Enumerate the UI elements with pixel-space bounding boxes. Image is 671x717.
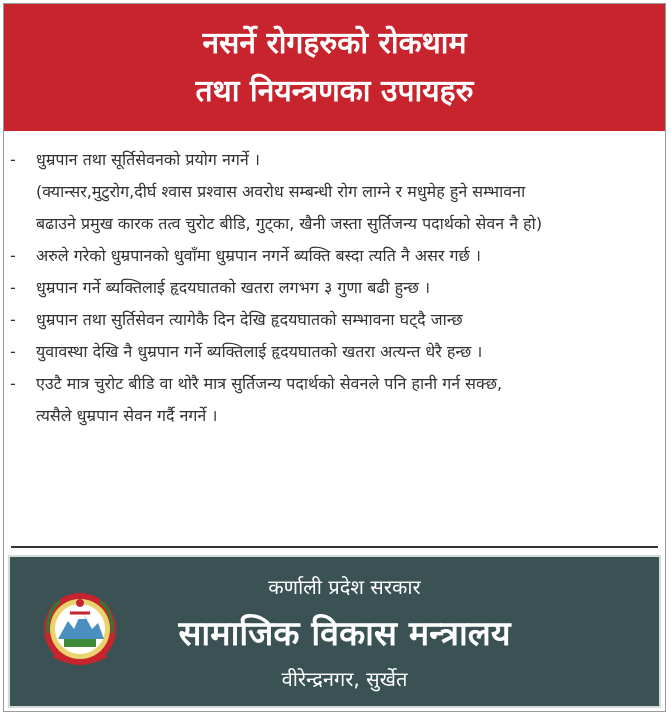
list-item-text: धुम्रपान तथा सूर्तिसेवनको प्रयोग नगर्ने । xyxy=(36,150,260,169)
list-item-continuation: (क्यान्सर,मुटुरोग,दीर्घ श्वास प्रश्वास अवरोध सम्बन्धी रोग लाग्ने र मधुमेह हुने सम्भावना xyxy=(36,182,526,201)
list-item xyxy=(10,240,662,272)
list-item xyxy=(10,272,662,304)
list-item-text: अरुले गरेको धुम्रपानको धुवाँमा धुम्रपान नगर्ने ब्यक्ति बस्दा त्यति नै असर गर्छ । xyxy=(36,246,481,265)
bullet-dash: - xyxy=(10,374,16,393)
ministry-footer xyxy=(8,555,661,708)
list-item-text: एउटै मात्र चुरोट बीडि वा थोरै मात्र सुर्तिजन्य पदार्थको सेवनले पनि हानी गर्न सक्छ, xyxy=(36,374,503,393)
list-item-text: युवावस्था देखि नै धुम्रपान गर्ने ब्यक्तिलाई हृदयघातको खतरा अत्यन्त धेरै हन्छ । xyxy=(36,342,483,361)
list-item-continuation: बढाउने प्रमुख कारक तत्व चुरोट बीडि, गुट्का, खैनी जस्ता सुर्तिजन्य पदार्थको सेवन नै हो) xyxy=(36,214,543,233)
bullet-dash: - xyxy=(10,310,16,329)
list-item xyxy=(10,336,662,368)
list-item xyxy=(10,304,662,336)
list-item-text: धुम्रपान तथा सुर्तिसेवन त्यागेकै दिन देखि हृदयघातको सम्भावना घट्दै जान्छ xyxy=(36,310,463,329)
title-banner xyxy=(4,4,665,131)
bullet-dash: - xyxy=(10,246,16,265)
list-item xyxy=(10,144,662,176)
government-name: कर्णाली प्रदेश सरकार xyxy=(268,575,421,599)
location-text: वीरेन्द्रनगर, सुर्खेत xyxy=(281,667,408,691)
bullet-dash: - xyxy=(10,278,16,297)
bullet-dash: - xyxy=(10,150,16,169)
title-line-1: नसर्ने रोगहरुको रोकथाम xyxy=(202,25,467,61)
list-item-continuation: त्यसैले धुम्रपान सेवन गर्दै नगर्ने । xyxy=(36,406,218,425)
title-line-2: तथा नियन्त्रणका उपायहरु xyxy=(195,73,474,109)
ministry-name: सामाजिक विकास मन्त्रालय xyxy=(178,614,511,654)
measures-list xyxy=(10,144,662,432)
poster xyxy=(3,3,666,712)
divider xyxy=(11,546,658,548)
list-item-text: धुम्रपान गर्ने ब्यक्तिलाई हृदयघातको खतरा लगभग ३ गुणा बढी हुन्छ । xyxy=(36,278,431,297)
bullet-dash: - xyxy=(10,342,16,361)
list-item xyxy=(10,368,662,400)
